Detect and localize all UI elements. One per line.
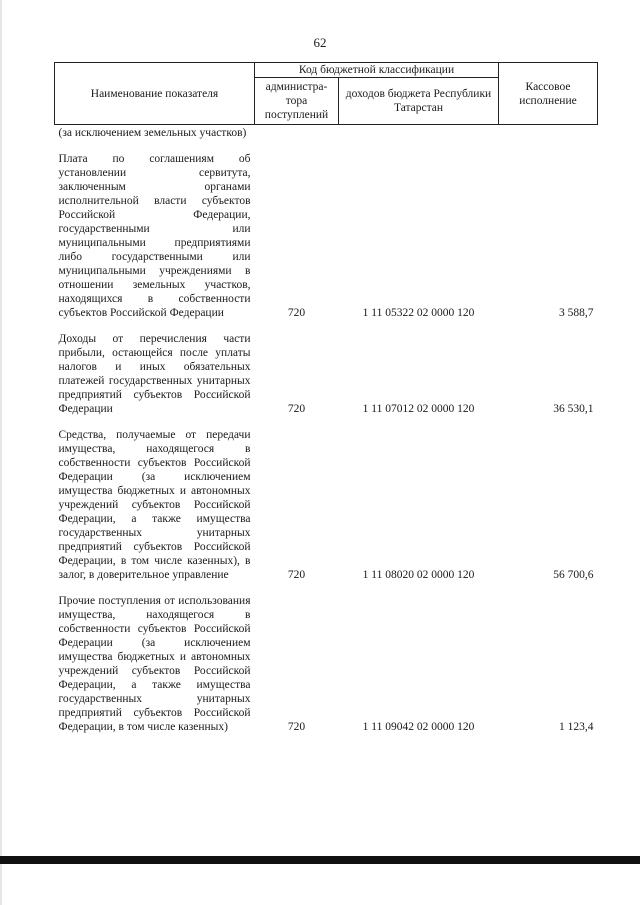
row-admin-code: 720 <box>287 307 306 319</box>
row-revenue-code: 1 11 05322 02 0000 120 <box>362 307 475 319</box>
header-classification-group: Код бюджетной классификации <box>255 63 499 78</box>
table-row <box>55 125 598 145</box>
scan-bottom-bar <box>0 856 640 864</box>
row-amount: 56 700,6 <box>553 569 594 581</box>
scan-left-edge <box>0 0 2 905</box>
row-amount: 36 530,1 <box>553 403 594 415</box>
row-amount <box>499 125 598 145</box>
table-row <box>55 324 598 420</box>
page-number: 62 <box>313 35 327 50</box>
header-revenue-code: доходов бюджета Республики Татарстан <box>339 78 499 125</box>
header-name: Наименование показателя <box>55 63 255 125</box>
table-row <box>55 144 598 324</box>
row-revenue-code: 1 11 09042 02 0000 120 <box>362 721 475 733</box>
header-execution: Кассовое исполнение <box>499 63 598 125</box>
row-admin-code: 720 <box>287 569 306 581</box>
row-admin-code <box>255 125 339 145</box>
row-amount: 3 588,7 <box>559 307 594 319</box>
row-amount: 1 123,4 <box>559 721 594 733</box>
row-revenue-code: 1 11 08020 02 0000 120 <box>362 569 475 581</box>
row-name: (за исключением земельных участков) <box>58 127 247 139</box>
table-row <box>55 586 598 738</box>
table-body <box>55 125 598 739</box>
row-admin-code: 720 <box>287 721 306 733</box>
row-name: Прочие поступления от использования имущества, находящегося в собственности субъектов Российской Федерации (за исключением имущества бюджетных и автономных учреждений субъектов Российской Федерации, а также имущества государственных унитарных предприятий субъектов Российской Федерации, в том числе казенных) <box>58 595 251 733</box>
table-row <box>55 420 598 586</box>
row-name: Плата по соглашениям об установлении сервитута, заключенным органами исполнительной власти субъектов Российской Федерации, государственными или муниципальными предприятиями либо государственными или муниципальными учреждениями в отношении земельных участков, находящихся в собственности субъектов Российской Федерации <box>58 153 251 319</box>
row-admin-code: 720 <box>287 403 306 415</box>
header-administrator: администра-тора поступлений <box>255 78 339 125</box>
table-header <box>55 63 598 125</box>
budget-revenue-table <box>54 62 598 738</box>
row-revenue-code: 1 11 07012 02 0000 120 <box>362 403 475 415</box>
row-name: Средства, получаемые от передачи имущества, находящегося в собственности субъектов Российской Федерации (за исключением имущества бюджетных и автономных учреждений субъектов Российской Федерации, а также имущества государственных унитарных предприятий субъектов Российской Федерации, в том числе казенных), в залог, в доверительное управление <box>58 429 251 581</box>
row-name: Доходы от перечисления части прибыли, остающейся после уплаты налогов и иных обязательных платежей государственных унитарных предприятий субъектов Российской Федерации <box>58 333 251 415</box>
row-revenue-code <box>339 125 499 145</box>
